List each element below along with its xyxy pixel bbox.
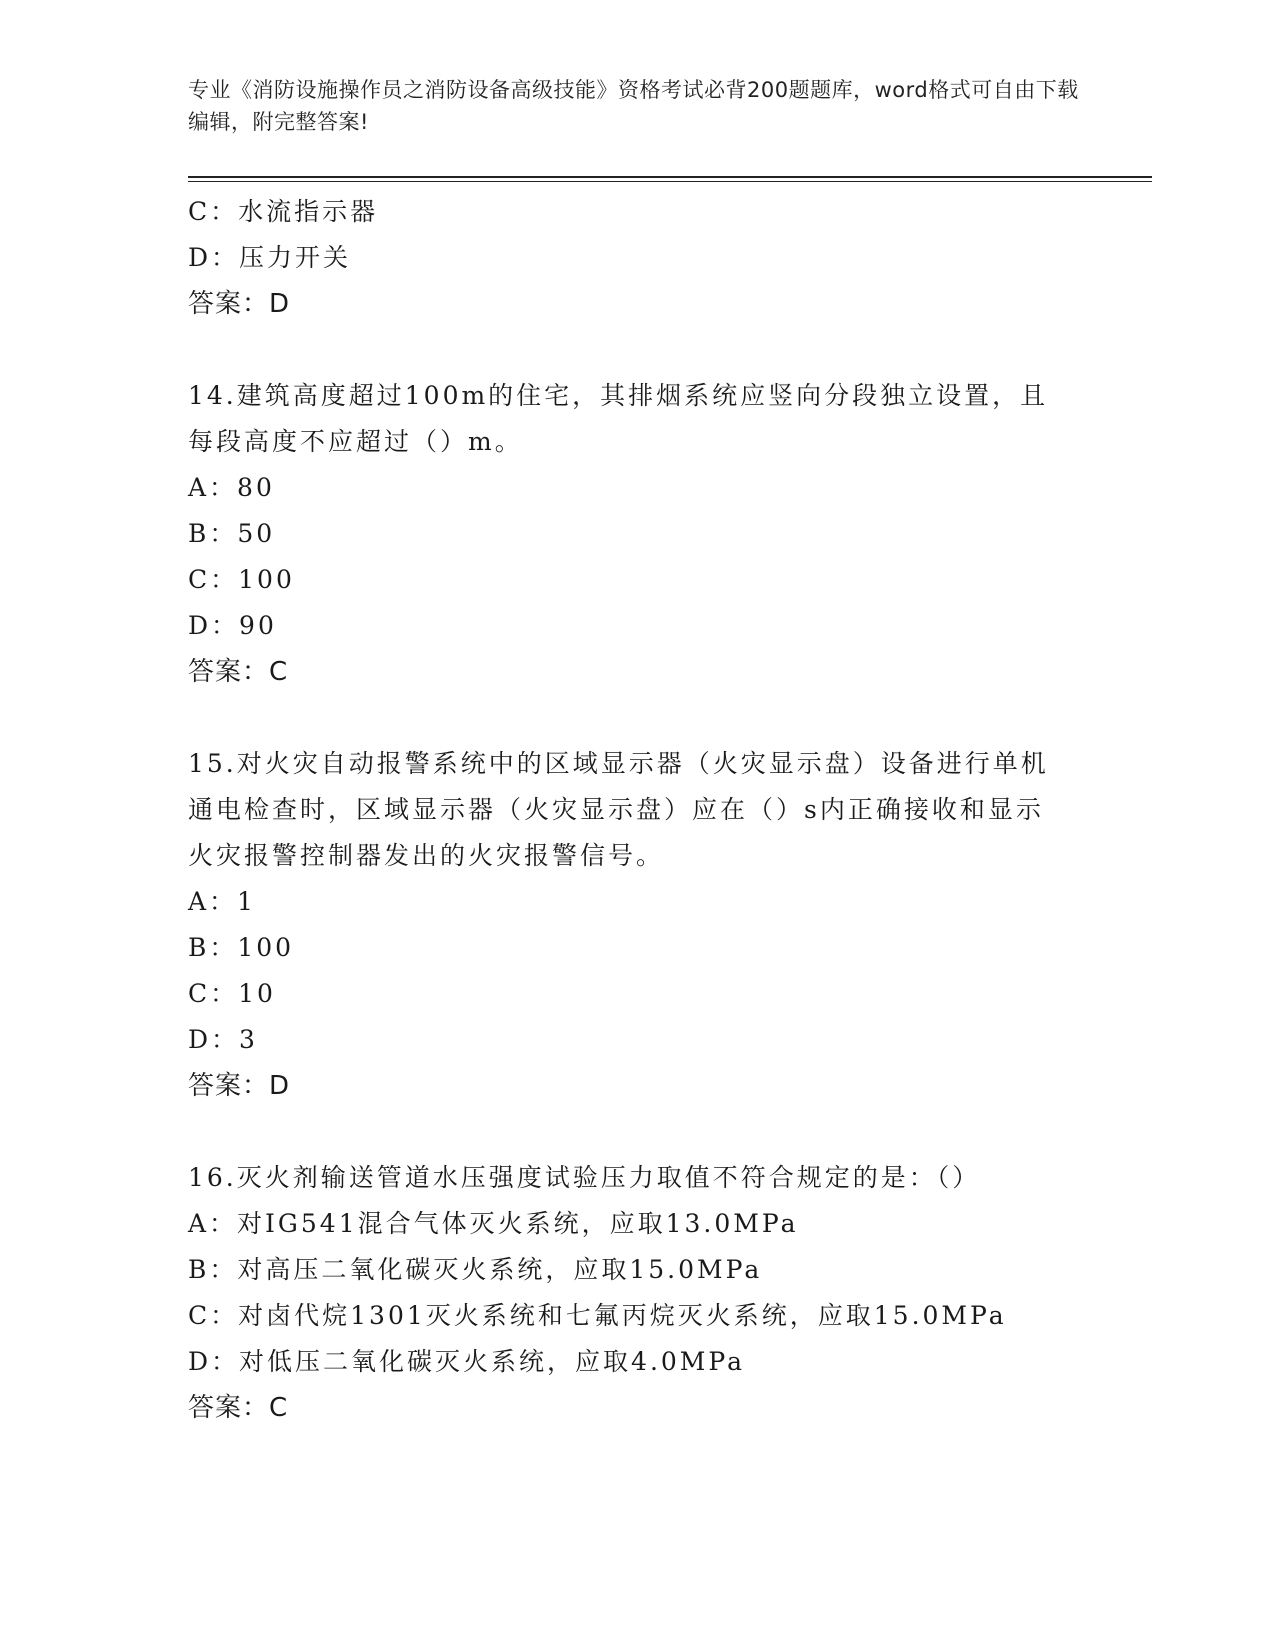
option-a: A：1 <box>188 887 256 916</box>
question-text: 16.灭火剂输送管道水压强度试验压力取值不符合规定的是：（） <box>188 1163 981 1192</box>
question-block-14 <box>188 373 1088 695</box>
header-divider-thin <box>188 181 1152 182</box>
option-b: B：50 <box>188 519 276 548</box>
question-block-continued <box>188 189 1088 327</box>
question-text: 14.建筑高度超过100m的住宅，其排烟系统应竖向分段独立设置，且每段高度不应超过（）m。 <box>188 381 1049 456</box>
option-b: B：100 <box>188 933 295 962</box>
option-d: D：对低压二氧化碳灭火系统，应取4.0MPa <box>188 1347 746 1376</box>
option-c: C：10 <box>188 979 276 1008</box>
option-b: B：对高压二氧化碳灭火系统，应取15.0MPa <box>188 1255 763 1284</box>
option-a: A：80 <box>188 473 275 502</box>
answer-line: 答案：D <box>188 1071 291 1101</box>
question-list <box>188 189 1088 1477</box>
option-c: C：水流指示器 <box>188 197 379 226</box>
header-divider-thick <box>188 176 1152 178</box>
answer-line: 答案：C <box>188 1393 289 1423</box>
option-d: D：90 <box>188 611 277 640</box>
answer-line: 答案：C <box>188 657 289 687</box>
question-block-15 <box>188 741 1088 1109</box>
option-c: C：对卤代烷1301灭火系统和七氟丙烷灭火系统，应取15.0MPa <box>188 1301 1007 1330</box>
option-d: D：压力开关 <box>188 243 352 272</box>
question-block-16 <box>188 1155 1088 1431</box>
option-a: A：对IG541混合气体灭火系统，应取13.0MPa <box>188 1209 799 1238</box>
option-c: C：100 <box>188 565 295 594</box>
answer-line: 答案：D <box>188 289 291 319</box>
page-header: 专业《消防设施操作员之消防设备高级技能》资格考试必背200题题库，word格式可自由下载编辑，附完整答案! <box>188 78 1079 134</box>
option-d: D：3 <box>188 1025 258 1054</box>
question-text: 15.对火灾自动报警系统中的区域显示器（火灾显示盘）设备进行单机通电检查时，区域显示器（火灾显示盘）应在（）s内正确接收和显示火灾报警控制器发出的火灾报警信号。 <box>188 749 1049 870</box>
